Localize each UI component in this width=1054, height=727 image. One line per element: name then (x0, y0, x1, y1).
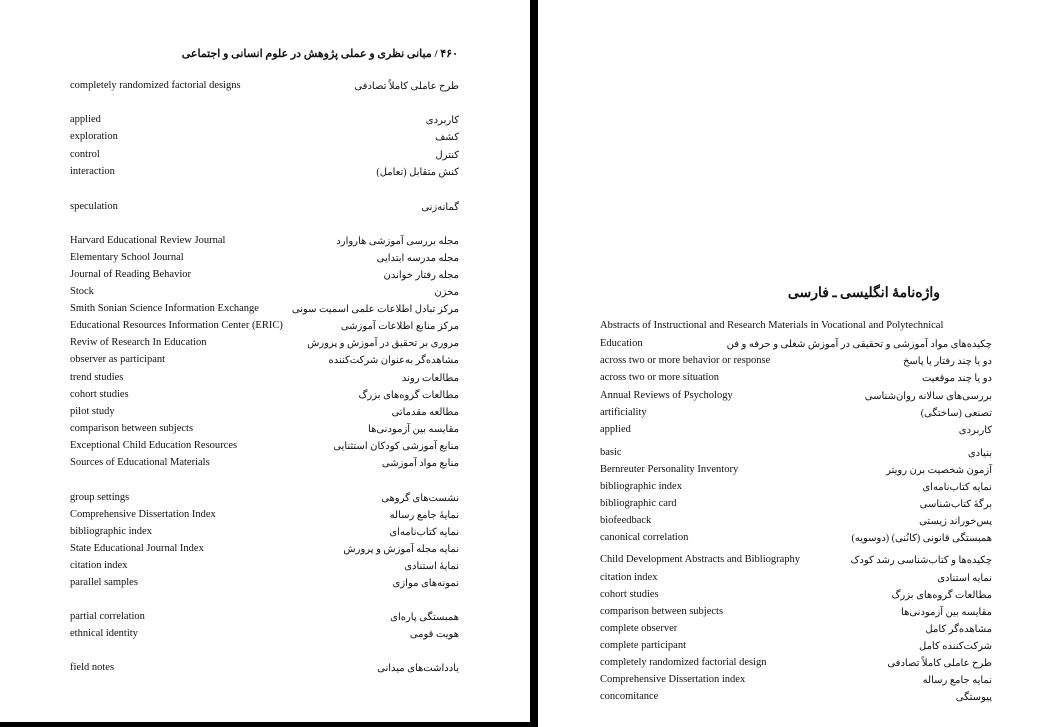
entry-persian-term: همبستگی پاره‌ای (390, 612, 459, 623)
entry-persian-term: مجله رفتار خواندن (383, 270, 459, 281)
entry-english-term: Educational Resources Information Center (ERIC) (70, 320, 283, 331)
entry-persian-term: مخزن (434, 287, 459, 298)
entry-persian-term: نمایه استنادی (937, 573, 992, 584)
entry-english-term: ethnical identity (70, 628, 138, 639)
entry-persian-term: شرکت‌کننده کامل (919, 641, 992, 652)
entry-english-term: citation index (70, 560, 128, 571)
entry-persian-term: کشف (434, 132, 459, 143)
entry-english-term: Reviw of Research In Education (70, 337, 207, 348)
entry-english-term: control (70, 149, 100, 160)
entry-english-term: biofeedback (600, 515, 652, 526)
entry-persian-term: نشست‌های گروهی (381, 493, 459, 504)
entry-persian-term: پیوستگی (955, 692, 992, 703)
entry-persian-term: نمایه مجله آموزش و پرورش (343, 544, 459, 555)
entry-english-term: canonical correlation (600, 532, 689, 543)
entry-persian-term: نمایه کتاب‌نامه‌ای (389, 527, 459, 538)
entry-english-term: bibliographic card (600, 498, 677, 509)
entry-english-term: applied (600, 424, 631, 435)
entry-persian-term: طرح عاملی کاملاً تصادفی (354, 81, 459, 92)
entry-english-term: Harvard Educational Review Journal (70, 235, 226, 246)
entry-persian-term: کاربردی (958, 425, 992, 436)
entry-persian-term: منابع آموزشی کودکان استثنایی (333, 441, 459, 452)
entry-persian-term: چکیده‌های مواد آموزشی و تحقیقی در آموزش شغلی و حرفه و فن (726, 339, 992, 350)
entry-english-term: Elementary School Journal (70, 252, 184, 263)
entry-persian-term: مشاهده‌گر به‌عنوان شرکت‌کننده (328, 355, 459, 366)
entry-persian-term: کنش متقابل (تعامل) (376, 167, 459, 178)
entry-english-term: bibliographic index (600, 481, 682, 492)
entry-english-term: completely randomized factorial designs (70, 80, 241, 91)
entry-persian-term: نمونه‌های موازی (392, 578, 459, 589)
entry-english-term: across two or more behavior or response (600, 355, 771, 366)
entry-persian-term: هویت قومی (409, 629, 459, 640)
entry-persian-term: نمایهٔ استنادی (404, 561, 459, 572)
entry-persian-term: مجله بررسی آموزشی هاروارد (336, 236, 459, 247)
entry-english-term: Exceptional Child Education Resources (70, 440, 238, 451)
entry-persian-term: آزمون شخصیت برن رویتر (886, 465, 992, 476)
entry-persian-term: مروری بر تحقیق در آموزش و پرورش (307, 338, 459, 349)
entry-persian-term: مرکز تبادل اطلاعات علمی اسمیت سونی (291, 304, 459, 315)
entry-persian-term: مطالعات گروه‌های بزرگ (358, 390, 459, 401)
entry-english-term: complete observer (600, 623, 678, 634)
entry-persian-term: نمایه کتاب‌نامه‌ای (922, 482, 992, 493)
entry-english-term: Annual Reviews of Psychology (600, 390, 733, 401)
entry-persian-term: یادداشت‌های میدانی (377, 663, 459, 674)
entry-persian-term: کنترل (435, 150, 459, 161)
entry-english-term: Stock (70, 286, 94, 297)
glossary-title: واژه‌نامهٔ انگلیسی ـ فارسی (787, 286, 940, 301)
entry-english-term: Education (600, 338, 643, 349)
entry-english-term: interaction (70, 166, 115, 177)
entry-english-term: Journal of Reading Behavior (70, 269, 192, 280)
entry-english-term: trend studies (70, 372, 124, 383)
entry-persian-term: همبستگی قانونی (کانُنی) (دوسویه) (851, 533, 992, 544)
entry-english-term: complete participant (600, 640, 687, 651)
entry-english-term: parallel samples (70, 577, 138, 588)
entry-english-term: speculation (70, 201, 118, 212)
entry-persian-term: نمایهٔ جامع رساله (389, 510, 459, 521)
right-page (538, 0, 1054, 727)
entry-english-term: field notes (70, 662, 115, 673)
entry-english-term: concomitance (600, 691, 659, 702)
entry-persian-term: نمایه جامع رساله (922, 675, 992, 686)
entry-english-term: Comprehensive Dissertation index (600, 674, 746, 685)
entry-english-term: observer as participant (70, 354, 166, 365)
entry-english-term: State Educational Journal Index (70, 543, 204, 554)
entry-english-term: artificiality (600, 407, 647, 418)
entry-english-term: Comprehensive Dissertation Index (70, 509, 216, 520)
entry-english-term: comparison between subjects (600, 606, 724, 617)
entry-english-term: cohort studies (600, 589, 659, 600)
entry-english-term: cohort studies (70, 389, 129, 400)
entry-persian-term: دو یا چند موقعیت (921, 373, 992, 384)
entry-english-term: basic (600, 447, 622, 458)
entry-persian-term: مقایسه بین آزمودنی‌ها (368, 424, 459, 435)
entry-persian-term: مجله مدرسه ابتدایی (376, 253, 459, 264)
entry-persian-term: منابع مواد آموزشی (381, 458, 459, 469)
entry-english-term: Sources of Educational Materials (70, 457, 210, 468)
entry-persian-term: چکیده‌ها و کتاب‌شناسی رشد کودک (850, 555, 992, 566)
entry-persian-term: تصنعی (ساختگی) (920, 408, 992, 419)
entry-persian-term: بنیادی (967, 448, 992, 459)
entry-english-term: Child Development Abstracts and Bibliography (600, 554, 801, 565)
entry-persian-term: مطالعات روند (401, 373, 459, 384)
entry-persian-term: مقایسه بین آزمودنی‌ها (901, 607, 992, 618)
entry-english-term: pilot study (70, 406, 115, 417)
entry-english-term: bibliographic index (70, 526, 152, 537)
entry-persian-term: مطالعه مقدماتی (391, 407, 459, 418)
entry-persian-term: مرکز منابع اطلاعات آموزشی (340, 321, 459, 332)
entry-persian-term: طرح عاملی کاملاً تصادفی (887, 658, 992, 669)
entry-english-term: partial correlation (70, 611, 145, 622)
entry-english-term: completely randomized factorial design (600, 657, 767, 668)
entry-english-term: across two or more situation (600, 372, 719, 383)
entry-english-term: Abstracts of Instructional and Research Materials in Vocational and Polytechnical (600, 320, 944, 331)
entry-persian-term: دو یا چند رفتار یا پاسخ (902, 356, 992, 367)
entry-english-term: comparison between subjects (70, 423, 194, 434)
entry-persian-term: پس‌خوراند زیستی (919, 516, 992, 527)
running-header: ۴۶۰ / مبانی نظری و عملی پژوهش در علوم انسانی و اجتماعی (181, 48, 458, 60)
entry-persian-term: مطالعات گروه‌های بزرگ (891, 590, 992, 601)
entry-persian-term: مشاهده‌گر کامل (925, 624, 992, 635)
entry-english-term: exploration (70, 131, 118, 142)
entry-persian-term: بررسی‌های سالانه روان‌شناسی (864, 391, 992, 402)
entry-english-term: Smith Sonian Science Information Exchange (70, 303, 259, 314)
entry-persian-term: گمانه‌زنی (421, 202, 459, 213)
entry-english-term: applied (70, 114, 101, 125)
entry-persian-term: برگهٔ کتاب‌شناسی (919, 499, 992, 510)
entry-persian-term: کاربردی (425, 115, 459, 126)
entry-english-term: group settings (70, 492, 130, 503)
left-page (0, 0, 530, 722)
entry-english-term: citation index (600, 572, 658, 583)
entry-english-term: Bernreuter Personality Inventory (600, 464, 739, 475)
